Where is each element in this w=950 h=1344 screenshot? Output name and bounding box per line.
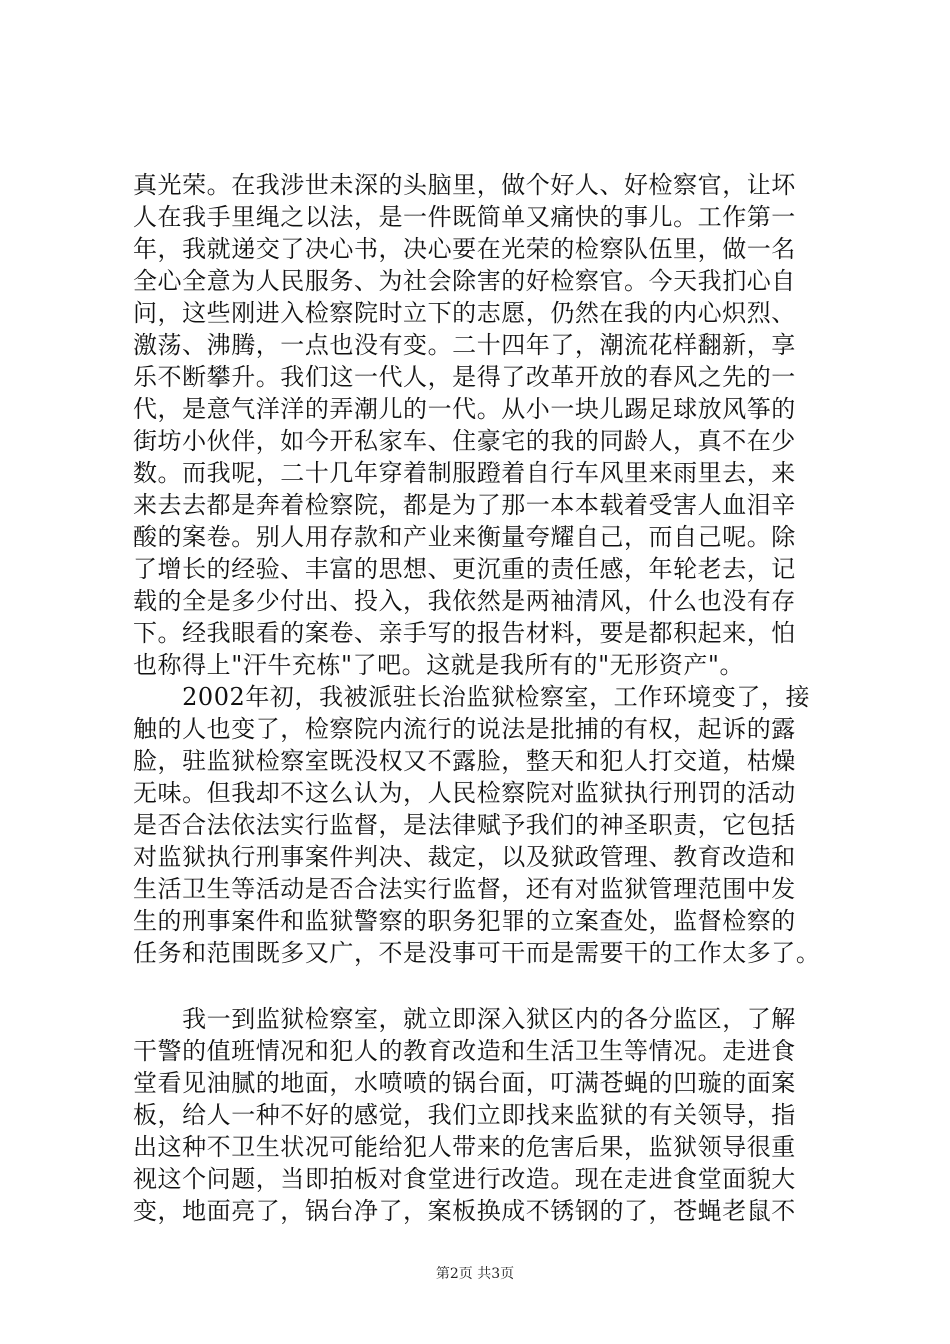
text-line: 年，我就递交了决心书，决心要在光荣的检察队伍里，做一名: [133, 235, 796, 263]
text-line: 也称得上"汗牛充栋"了吧。这就是我所有的"无形资产"。: [133, 651, 745, 679]
text-line: 全心全意为人民服务、为社会除害的好检察官。今天我扪心自: [133, 267, 796, 295]
text-line: 堂看见油腻的地面，水喷喷的锅台面，叮满苍蝇的凹璇的面案: [133, 1069, 796, 1097]
text-line: 了增长的经验、丰富的思想、更沉重的责任感，年轮老去，记: [133, 555, 796, 583]
page-footer: 第2页 共3页: [435, 1266, 515, 1282]
text-line: 视这个问题，当即拍板对食堂进行改造。现在走进食堂面貌大: [133, 1165, 796, 1193]
text-line: 生的刑事案件和监狱警察的职务犯罪的立案查处，监督检察的: [133, 907, 796, 935]
text-line: 对监狱执行刑事案件判决、裁定，以及狱政管理、教育改造和: [133, 843, 796, 871]
text-line: 酸的案卷。别人用存款和产业来衡量夸耀自己，而自己呢。除: [133, 523, 796, 551]
text-line: 板，给人一种不好的感觉，我们立即找来监狱的有关领导，指: [133, 1101, 796, 1129]
text-line: 任务和范围既多又广，不是没事可干而是需要干的工作太多了。: [133, 939, 821, 967]
text-line: 来去去都是奔着检察院，都是为了那一本本载着受害人血泪辛: [133, 491, 796, 519]
text-line: 2002年初，我被派驻长治监狱检察室，工作环境变了，接: [133, 683, 811, 711]
document-body: [133, 169, 833, 1227]
text-line: 代，是意气洋洋的弄潮儿的一代。从小一块儿踢足球放风筝的: [133, 395, 796, 423]
text-line: 变，地面亮了，锅台净了，案板换成不锈钢的了，苍蝇老鼠不: [133, 1197, 796, 1225]
text-line: 触的人也变了，检察院内流行的说法是批捕的有权，起诉的露: [133, 715, 796, 743]
text-line: 载的全是多少付出、投入，我依然是两袖清风，什么也没有存: [133, 587, 796, 615]
text-line: 问，这些刚进入检察院时立下的志愿，仍然在我的内心炽烈、: [133, 299, 796, 327]
text-line: 街坊小伙伴，如今开私家车、住豪宅的我的同龄人，真不在少: [133, 427, 796, 455]
text-line: 真光荣。在我涉世未深的头脑里，做个好人、好检察官，让坏: [133, 171, 796, 199]
text-line: 激荡、沸腾，一点也没有变。二十四年了，潮流花样翻新，享: [133, 331, 796, 359]
text-line: 脸，驻监狱检察室既没权又不露脸，整天和犯人打交道，枯燥: [133, 747, 796, 775]
paragraph-gap: [133, 969, 833, 1003]
text-line: 无味。但我却不这么认为，人民检察院对监狱执行刑罚的活动: [133, 779, 796, 807]
text-line: 我一到监狱检察室，就立即深入狱区内的各分监区，了解: [133, 1005, 796, 1033]
text-line: 下。经我眼看的案卷、亲手写的报告材料，要是都积起来，怕: [133, 619, 796, 647]
text-line: 乐不断攀升。我们这一代人，是得了改革开放的春风之先的一: [133, 363, 796, 391]
text-line: 人在我手里绳之以法，是一件既简单又痛快的事儿。工作第一: [133, 203, 796, 231]
text-line: 数。而我呢，二十几年穿着制服蹬着自行车风里来雨里去，来: [133, 459, 796, 487]
text-line: 是否合法依法实行监督，是法律赋予我们的神圣职责，它包括: [133, 811, 796, 839]
text-line: 出这种不卫生状况可能给犯人带来的危害后果，监狱领导很重: [133, 1133, 796, 1161]
text-line: 干警的值班情况和犯人的教育改造和生活卫生等情况。走进食: [133, 1037, 796, 1065]
text-line: 生活卫生等活动是否合法实行监督，还有对监狱管理范围中发: [133, 875, 796, 903]
